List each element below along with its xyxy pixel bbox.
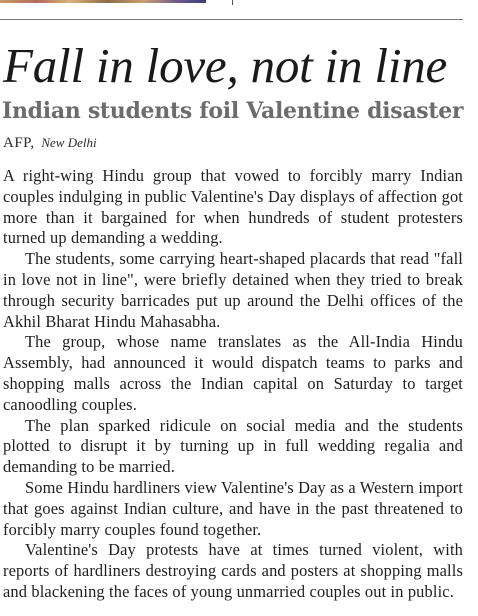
byline-agency: AFP, (3, 135, 35, 151)
subheadline: Indian students foil Valentine disaster (2, 98, 464, 124)
paragraph: The plan sparked ridicule on social media and the students plotted to disrupt it by turning up in full wedding regalia and demanding to be married. (3, 415, 463, 477)
paragraph: The group, whose name translates as the All-India Hindu Assembly, had announced it would dispatch teams to parks and shopping malls across the Indian capital on Saturday to target canoodling couples. (3, 332, 463, 414)
article-body (3, 166, 463, 603)
paragraph: Valentine's Day protests have at times turned violent, with reports of hardliners destroying cards and posters at shopping malls and blackening the faces of young unmarried couples out in public. (3, 540, 463, 601)
paragraph: The students, some carrying heart-shaped placards that read "fall in love not in line", were briefly detained when they tried to break through security barricades put up around the Delhi offices of the Akhil Bharat Hindu Mahasabha. (3, 249, 463, 331)
paragraph: A right-wing Hindu group that vowed to forcibly marry Indian couples indulging in public Valentine's Day displays of affection got more than it bargained for when hundreds of student protesters turned up demanding a wedding. (3, 166, 463, 248)
paragraph: Some Hindu hardliners view Valentine's Day as a Western import that goes against Indian culture, and have in the past threatened to forcibly marry couples found together. (3, 477, 463, 539)
previous-article-image-strip (0, 0, 206, 3)
section-rule (0, 19, 463, 20)
byline (3, 133, 97, 153)
headline: Fall in love, not in line (3, 38, 448, 93)
column-divider (232, 0, 233, 5)
byline-dateline: New Delhi (41, 135, 97, 150)
